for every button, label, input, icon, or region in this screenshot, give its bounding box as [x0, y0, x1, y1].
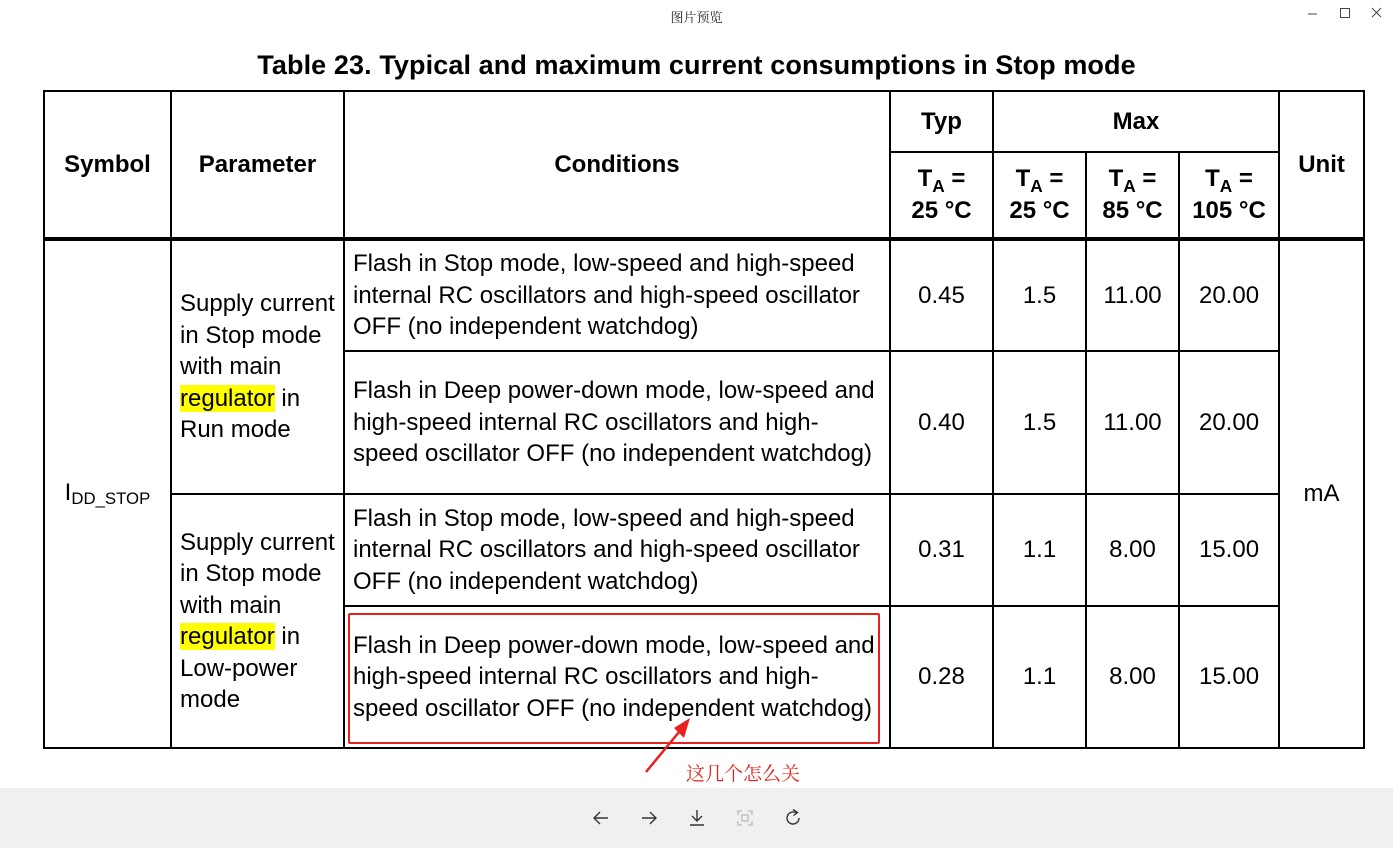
header-max: Max [993, 91, 1279, 152]
window-title: 图片预览 [670, 11, 723, 26]
table-row [44, 239, 1364, 351]
header-symbol: Symbol [44, 91, 171, 239]
max-105-value: 20.00 [1179, 351, 1279, 494]
rotate-icon [781, 806, 805, 830]
max-105-value: 15.00 [1179, 606, 1279, 748]
condition-cell: Flash in Deep power-down mode, low-speed and high-speed internal RC oscillators and high-speed oscillator OFF (no independent watchdog) [344, 351, 890, 494]
max-85-value: 11.00 [1086, 351, 1179, 494]
download-button[interactable] [685, 806, 709, 830]
minimize-icon [1300, 3, 1326, 23]
max-85-value: 8.00 [1086, 494, 1179, 606]
condition-cell: Flash in Stop mode, low-speed and high-speed internal RC oscillators and high-speed oscillator OFF (no independent watchdog) [344, 239, 890, 351]
current-consumption-table [43, 90, 1365, 749]
max-105-value: 20.00 [1179, 239, 1279, 351]
header-temp-max-105: $T_A$ = 105 °C [1179, 152, 1279, 239]
typ-value: 0.31 [890, 494, 993, 606]
forward-arrow-icon [637, 806, 661, 830]
annotation-text: 这几个怎么关 [686, 763, 801, 785]
rotate-button[interactable] [781, 806, 805, 830]
header-temp-max-85: $T_A$ = 85 °C [1086, 152, 1179, 239]
maximize-button[interactable] [1332, 3, 1358, 23]
max-25-value: 1.5 [993, 351, 1086, 494]
highlighted-term: regulator [180, 623, 275, 650]
highlighted-term: regulator [180, 384, 275, 412]
max-105-value: 15.00 [1179, 494, 1279, 606]
header-parameter: Parameter [171, 91, 344, 239]
typ-value: 0.45 [890, 239, 993, 351]
download-icon [685, 806, 709, 830]
condition-cell: Flash in Deep power-down mode, low-speed and high-speed internal RC oscillators and high-speed oscillator OFF (no independent watchdog) [344, 606, 890, 748]
next-image-button[interactable] [637, 806, 661, 830]
header-typ: Typ [890, 91, 993, 152]
minimize-button[interactable] [1300, 3, 1326, 23]
header-conditions: Conditions [344, 91, 890, 239]
close-button[interactable] [1364, 3, 1390, 23]
unit-cell: mA [1279, 239, 1364, 748]
table-row [44, 494, 1364, 606]
symbol-cell: $I_{DD\_STOP}$ [44, 239, 171, 748]
title-bar [0, 0, 1393, 32]
parameter-low-power-mode: Supply current in Stop mode with main regulator in Low-power mode [171, 494, 344, 748]
maximize-icon [1332, 3, 1358, 23]
table-heading: Table 23. Typical and maximum current consumptions in Stop mode [257, 50, 1136, 80]
header-unit: Unit [1279, 91, 1364, 239]
close-icon [1364, 3, 1390, 23]
back-arrow-icon [589, 806, 613, 830]
typ-value: 0.28 [890, 606, 993, 748]
fit-to-window-icon [733, 806, 757, 830]
header-temp-max-25: $T_A$ = 25 °C [993, 152, 1086, 239]
typ-value: 0.40 [890, 351, 993, 494]
header-temp-typ: $T_A$ = 25 °C [890, 152, 993, 239]
parameter-run-mode: Supply current in Stop mode with main regulator in Run mode [171, 239, 344, 494]
condition-cell: Flash in Stop mode, low-speed and high-speed internal RC oscillators and high-speed oscillator OFF (no independent watchdog) [344, 494, 890, 606]
max-25-value: 1.1 [993, 494, 1086, 606]
max-25-value: 1.5 [993, 239, 1086, 351]
previous-image-button[interactable] [589, 806, 613, 830]
max-85-value: 8.00 [1086, 606, 1179, 748]
max-85-value: 11.00 [1086, 239, 1179, 351]
bottom-toolbar [0, 788, 1393, 848]
max-25-value: 1.1 [993, 606, 1086, 748]
fit-to-window-button[interactable] [733, 806, 757, 830]
